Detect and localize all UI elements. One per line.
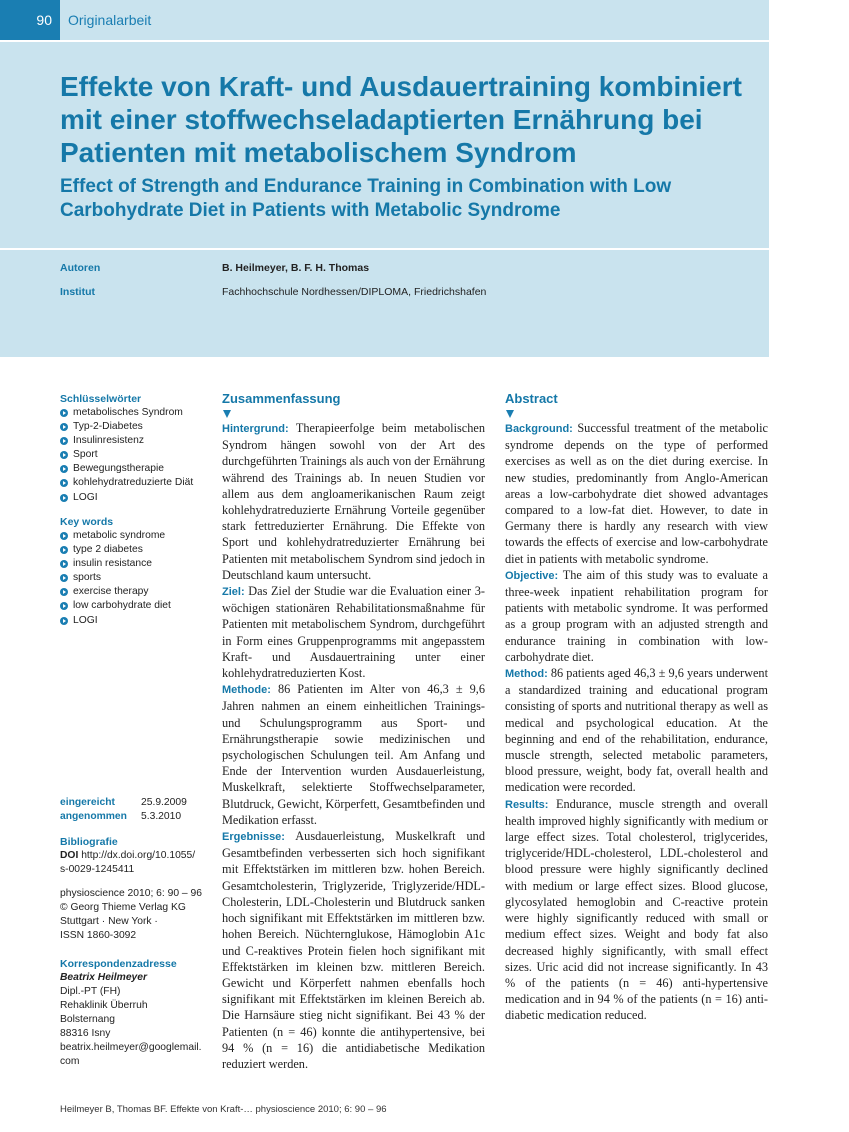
keyword-item: metabolisches Syndrom	[60, 406, 210, 420]
correspondence-title: Korrespondenzadresse	[60, 958, 177, 970]
authors-label: Autoren	[60, 262, 101, 274]
keyword-item: Insulinresistenz	[60, 434, 210, 448]
methode-paragraph: Methode: 86 Patienten im Alter von 46,3 ± 9,6 Jahren nahmen an einem einheitlichen Trainings- und Schulungsprogramm aus Sport- und Ernährungstherapie sowie medizinischen und psychologischen Schulungen teil. Am Anfang und Ende der Intervention wurden Ausdauerleistung, Muskelkraft, selektierte Stoffwechselparameter, Blutdruck, Gewicht, Körperfett, Gesamtbefinden und Medikation erfasst.	[222, 682, 486, 827]
keyword-item: Typ-2-Diabetes	[60, 420, 210, 434]
authors-value: B. Heilmeyer, B. F. H. Thomas	[222, 262, 370, 274]
accepted-label: angenommen	[60, 811, 127, 822]
correspondence-line: 88316 Isny	[60, 1028, 111, 1039]
arrow-bullet-icon	[60, 494, 68, 502]
arrow-bullet-icon	[60, 602, 68, 610]
publication-line: © Georg Thieme Verlag KG	[60, 902, 186, 913]
keywords-en-list	[60, 529, 210, 628]
publication-line: Stuttgart · New York ·	[60, 916, 158, 927]
keyword-item: LOGI	[60, 614, 210, 628]
authors-block	[0, 250, 769, 357]
page-footer: Heilmeyer B, Thomas BF. Effekte von Kraft-… physioscience 2010; 6: 90 – 96	[60, 1104, 387, 1115]
arrow-bullet-icon	[60, 532, 68, 540]
arrow-bullet-icon	[60, 409, 68, 417]
doi-label: DOI	[60, 850, 79, 861]
submitted-date: 25.9.2009	[141, 797, 187, 808]
keywords-en-title: Key words	[60, 516, 114, 528]
hintergrund-paragraph: Hintergrund: Therapieerfolge beim metabolischen Syndrom hängen sowohl von der Art des durchgeführten Trainings als auch von der Ernährung während des Trainings ab. In neuen Studien vor allem aus dem angloamerikanischen Raum zeigt kohlehydratreduzierte Ernährung Vorteile gegenüber stark fettreduzierter Ernährung. Die Effekte von Sport und kohlehydratreduzierter Ernährung bei Patienten mit metabolischem Syndrom sind jedoch in Deutschland kaum untersucht.	[222, 421, 485, 582]
objective-paragraph: Objective: The aim of this study was to evaluate a three-week inpatient rehabilitation program for patients with metabolic syndrome. It was performed as a group program with an adjusted strength and endurance training in combination with low-carbohydrate diet.	[505, 567, 768, 664]
keyword-item: kohlehydratreduzierte Diät	[60, 476, 210, 490]
zusammenfassung-column	[222, 390, 485, 1072]
results-paragraph: Results: Endurance, muscle strength and overall health improved highly significantly with medium or large effect sizes. Total cholesterol, triglycerides, triglyceride/HDL-cholesterol, LDL-cholesterol and blood pressure were highly significantly declined with medium or large effect sizes. Blood glucose, glycosylated hemoglobin and C-reactive protein were highly significantly reduced with small or medium effect sizes. Weight and body fat also decreased highly significantly, with small effect sizes. Uric acid did not increase significantly. In 43 % of the patients (n = 46) anti-hypertensive medication and in 94 % of the patients (n = 16) anti-diabetic medication reduced.	[505, 796, 769, 1023]
accepted-date: 5.3.2010	[141, 811, 182, 822]
keyword-item: metabolic syndrome	[60, 529, 210, 543]
article-title: Effekte von Kraft- und Ausdauertraining kombiniert mit einer stoffwechseladaptierten Ernährung bei Patienten mit metabolischem Syndrom	[60, 71, 742, 168]
arrow-bullet-icon	[60, 479, 68, 487]
keyword-item: low carbohydrate diet	[60, 599, 210, 613]
page-number: 90	[0, 0, 60, 40]
keyword-item: LOGI	[60, 491, 210, 505]
keyword-item: Bewegungstherapie	[60, 462, 210, 476]
ziel-paragraph: Ziel: Das Ziel der Studie war die Evaluation einer 3-wöchigen stationären Rehabilitationsmaßnahme für Patienten mit metabolischem Syndrom, durchgeführt in Form eines Gruppenprogramms mit angepasstem Kraft- und Ausdauertraining unter einer kohlehydratreduzierten Kost.	[222, 584, 485, 681]
triangle-down-icon	[506, 410, 514, 418]
doi-link[interactable]: http://dx.doi.org/10.1055/	[81, 850, 196, 861]
arrow-bullet-icon	[60, 560, 68, 568]
correspondence-email[interactable]: beatrix.heilmeyer@googlemail.	[60, 1042, 202, 1053]
ergebnisse-paragraph: Ergebnisse: Ausdauerleistung, Muskelkraft und Gesamtbefinden verbesserten sich hoch signifikant mit Effektstärken im mittleren bzw. hohen Bereich. Gesamtcholesterin, Triglyzeride, Triglyzeride/HDL-Cholesterin, LDL-Cholesterin und Blutdruck sanken hoch signifikant mit Effektstärken im mittleren bzw. hohen Bereich. Nüchternglukose, Hämoglobin A1c und C-reaktives Protein fielen hoch signifikant mit Effektstärken im kleinen bzw. mittleren Bereich. Gewicht und Körperfett nahmen ebenfalls hoch signifikant mit Effektstärken im kleinen Bereich ab. Die Harnsäure stieg nicht signifikant. Bei 43 % der Patienten (n = 46) konnte die antihypertensive, bei 94 % (n = 16) die antidiabetische Medikation reduziert werden.	[222, 829, 485, 1071]
correspondence-line: Dipl.-PT (FH)	[60, 986, 121, 997]
bibliography-block	[60, 835, 210, 943]
zusammenfassung-heading: Zusammenfassung	[222, 391, 341, 406]
keywords-de	[60, 392, 210, 505]
arrow-bullet-icon	[60, 437, 68, 445]
keyword-item: Sport	[60, 448, 210, 462]
keyword-item: insulin resistance	[60, 557, 210, 571]
publication-line: ISSN 1860-3092	[60, 930, 137, 941]
arrow-bullet-icon	[60, 588, 68, 596]
institute-label: Institut	[60, 286, 95, 298]
keyword-item: sports	[60, 571, 210, 585]
keyword-item: exercise therapy	[60, 585, 210, 599]
keywords-de-list	[60, 406, 210, 505]
doi-link-cont[interactable]: s-0029-1245411	[60, 864, 135, 875]
arrow-bullet-icon	[60, 617, 68, 625]
correspondence-email-cont[interactable]: com	[60, 1056, 80, 1067]
bibliography-title: Bibliografie	[60, 836, 118, 848]
institute-value: Fachhochschule Nordhessen/DIPLOMA, Friedrichshafen	[222, 286, 487, 298]
abstract-column	[505, 390, 768, 1024]
method-paragraph: Method: 86 patients aged 46,3 ± 9,6 years underwent a standardized training and educational program consisting of sports and nutritional therapy as well as medical and psychological education. At the beginning and end of the rehabilitation, endurance, muscle strength, selected metabolic parameters, blood pressure, weight, body fat, overall health and medication were recorded.	[505, 666, 768, 795]
article-subtitle: Effect of Strength and Endurance Training in Combination with Low Carbohydrate Diet in Patients with Metabolic Syndrome	[60, 176, 672, 221]
arrow-bullet-icon	[60, 423, 68, 431]
triangle-down-icon	[223, 410, 231, 418]
submitted-label: eingereicht	[60, 797, 115, 808]
correspondence-block	[60, 957, 210, 1069]
correspondence-line: Bolsternang	[60, 1014, 115, 1025]
keyword-item: type 2 diabetes	[60, 543, 210, 557]
abstract-heading: Abstract	[505, 391, 558, 406]
background-paragraph: Background: Successful treatment of the metabolic syndrome depends on the type of performed exercises as well as on the diet during exercise. In new studies, predominantly from Anglo-American areas a low-carbohydrate diet showed advantages compared to a low-fat diet. However, to date in Germany there is hardly any research with view towards the effects of exercise and low-carbohydrate diet in patients with metabolic syndrome.	[505, 421, 768, 566]
dates-block	[60, 796, 210, 824]
keywords-en	[60, 515, 210, 628]
correspondence-line: Rehaklinik Überruh	[60, 1000, 148, 1011]
arrow-bullet-icon	[60, 574, 68, 582]
publication-line: physioscience 2010; 6: 90 – 96	[60, 888, 202, 899]
keywords-de-title: Schlüsselwörter	[60, 393, 142, 405]
section-label: Originalarbeit	[68, 12, 152, 28]
arrow-bullet-icon	[60, 465, 68, 473]
correspondence-name: Beatrix Heilmeyer	[60, 972, 148, 983]
arrow-bullet-icon	[60, 546, 68, 554]
arrow-bullet-icon	[60, 451, 68, 459]
